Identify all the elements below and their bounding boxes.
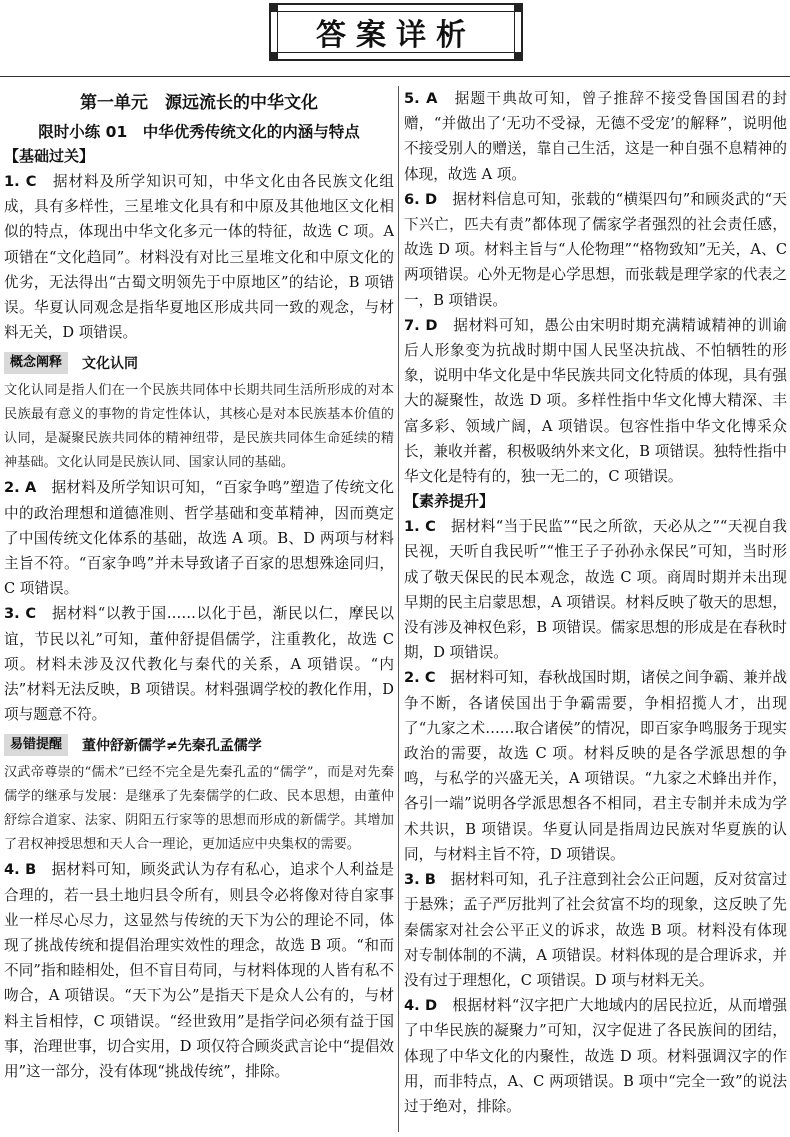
right-column: [404, 86, 787, 1134]
callout-text: 汉武帝尊崇的“儒术”已经不完全是先秦孔孟的“儒学”，而是对先秦儒学的继承与发展：是继承了先秦儒学的仁政、民本思想，由董仲舒综合道家、法家、阴阳五行家等的思想而形成的新儒学。其增加了君权神授思想和天人合一理论，更加适应中央集权的需要。: [4, 765, 394, 853]
answer-explanation: 据材料及所学知识可知，中华文化由各民族文化组成，具有多样性，三星堆文化具有和中原及其他地区文化相似的特点，体现出中华文化多元一体的特征，故选 C 项。A 项错在“文化趋同”。材料没有对比三星堆文化和中原文化的优劣，无法得出“古蜀文明领先于中原地区”的结论，B 项错误。华夏认同观念是指华夏地区形成共同一致的观念，与材料无关，D 项错误。: [4, 173, 394, 342]
banner-corner-ornament: [514, 52, 523, 61]
answer-explanation: 据材料可知，孔子注意到社会公正问题，反对贫富过于悬殊；孟子严厉批判了社会贫富不均的现象，这反映了先秦儒家对社会公平正义的诉求，故选 B 项。材料没有体现对专制体制的不满，A 项错误。材料体现的是合理诉求，并没有过于理想化，C 项错误。D 项与材料无关。: [404, 871, 787, 989]
callout-title: 董仲舒新儒学≠先秦孔孟儒学: [82, 738, 262, 755]
unit-title: 第一单元 源远流长的中华文化: [80, 93, 318, 113]
answer-explanation: 据材料可知，春秋战国时期，诸侯之间争霸、兼并战争不断，各诸侯国出于争霸需要，争相招揽人才，出现了“九家之术……取合诸侯”的情况，即百家争鸣服务于现实政治的需要，故选 C 项。材料反映的是各学派思想的争鸣，与私学的兴盛无关，A 项错误。“九家之术蜂出并作，各引一端”说明各学派思想各不相同，君主专制并未成为学术共识，B 项错误。华夏认同是指周边民族对华夏族的认同，与材料主旨不符，D 项错误。: [404, 669, 787, 863]
banner-corner-ornament: [514, 3, 523, 12]
callout-title: 文化认同: [82, 356, 139, 373]
lesson-title: 限时小练 01 中华优秀传统文化的内涵与特点: [38, 123, 360, 141]
answer-explanation: 据材料可知，愚公由宋明时期充满精诚精神的训谕后人形象变为抗战时期中国人民坚决抗战、不怕牺牲的形象，说明中华文化是中华民族共同文化特质的体现，具有强大的凝聚性，故选 D 项。多样性指中华文化博大精深、丰富多彩、领域广阔，A 项错误。包容性指中华文化博采众长，兼收并蓄，积极吸纳外来文化，B 项错误。独特性指中华文化是特有的，独一无二的，C 项错误。: [404, 316, 787, 486]
answer-explanation: 据材料“当于民监”“民之所欲，天必从之”“天视自我民视，天听自我民听”“惟王子子孙孙永保民”可知，当时形成了敬天保民的民本观念，故选 C 项。商周时期并未出现早期的民主启蒙思想，A 项错误。材料反映了敬天的思想，没有涉及神权色彩，B 项错误。儒家思想的形成是在春秋时期，D 项错误。: [404, 518, 787, 662]
left-column: [4, 86, 394, 1134]
answer-number: 5. A: [404, 90, 438, 107]
answer-number: 3. B: [404, 871, 436, 889]
answer-explanation: 据材料可知，顾炎武认为存有私心，追求个人利益是合理的，若一县土地归县令所有，则县令必将像对待自家事业一样尽心尽力，这显然与传统的天下为公的理论不同，体现了挑战传统和提倡治理实效性的理念，故选 B 项。“和而不同”指和睦相处，但不盲目苟同，与材料体现的人皆有私不吻合，A 项错误。“天下为公”是指天下是众人公有的，与材料主旨相悖，C 项错误。“经世致用”是指学问必须有益于国事，治理世事，切合实用，D 项仅符合顾炎武言论中“提倡效用”这一部分，没有体现“挑战传统”，排除。: [4, 861, 394, 1081]
header-rule: [0, 76, 790, 77]
answer-item: [404, 86, 787, 187]
answer-number: 2. A: [4, 479, 37, 497]
answer-explanation: 据材料信息可知，张载的“横渠四句”和顾炎武的“天下兴亡，匹夫有责”都体现了儒家学者强烈的社会责任感，故选 D 项。材料主旨与“人伦物理”“格物致知”无关，A、C 两项错误。心外无物是心学思想，而张载是理学家的代表之一，B 项错误。: [404, 190, 787, 309]
answer-item: [404, 187, 787, 313]
page-title: 答案详析: [316, 18, 476, 53]
answer-number: 3. C: [4, 605, 37, 623]
answer-explanation: 据题干典故可知，曾子推辞不接受鲁国国君的封赠，“并做出了‘无功不受禄，无德不受宠’的解释”，说明他不接受别人的赠送，靠自己生活，这是一种自强不息精神的体现，故选 A 项。: [404, 90, 787, 183]
answer-explanation: 据材料“以教于国……以化于邑，渐民以仁，摩民以谊，节民以礼”可知，董仲舒提倡儒学，注重教化，故选 C 项。材料未涉及汉代教化与秦代的关系，A 项错误。“内法”材料无法反映，B 项错误。材料强调学校的教化作用，D 项与题意不符。: [4, 605, 394, 724]
column-divider: [398, 86, 399, 1132]
section-heading-basic: 【基础过关】: [4, 147, 95, 165]
callout-header: [4, 351, 394, 375]
section-heading-advanced: 【素养提升】: [404, 492, 495, 511]
banner-frame: [277, 11, 515, 53]
callout-tag: 易错提醒: [4, 734, 68, 756]
answer-item: [4, 475, 394, 601]
answer-item: [4, 169, 394, 345]
answer-item: [4, 857, 394, 1084]
header-banner: [269, 3, 523, 61]
answer-explanation: 据材料及所学知识可知，“百家争鸣”塑造了传统文化中的政治理想和道德准则、哲学基础和变革精神，因而奠定了中国传统文化体系的基础，故选 A 项。B、D 两项与材料主旨不符。“百家争鸣”并未导致诸子百家的思想殊途同归，C 项错误。: [4, 479, 394, 598]
answer-item: [404, 313, 787, 489]
answer-number: 7. D: [404, 316, 438, 334]
answer-item: [4, 601, 394, 727]
answer-item: [404, 665, 787, 867]
answer-number: 6. D: [404, 190, 438, 208]
answer-number: 1. C: [404, 518, 436, 536]
answer-item: [404, 993, 787, 1119]
answer-explanation: 根据材料“汉字把广大地域内的居民拉近，从而增强了中华民族的凝聚力”可知，汉字促进了各民族间的团结，体现了中华文化的内聚性，故选 D 项。材料强调汉字的作用，而非特点，A、C 两项错误。B 项中“完全一致”的说法过于绝对，排除。: [404, 997, 787, 1115]
banner-corner-ornament: [269, 52, 278, 61]
answer-number: 4. D: [404, 997, 438, 1015]
answer-number: 2. C: [404, 669, 436, 687]
answer-item: [404, 867, 787, 993]
callout-text: 文化认同是指人们在一个民族共同体中长期共同生活所形成的对本民族最有意义的事物的肯定性体认，其核心是对本民族基本价值的认同，是凝聚民族共同体的精神纽带，是民族共同体生命延续的精神基础。文化认同是民族认同、国家认同的基础。: [4, 383, 394, 471]
answer-item: [404, 514, 787, 665]
callout-header: [4, 733, 394, 757]
callout-tag: 概念阐释: [4, 352, 68, 374]
answer-number: 4. B: [4, 861, 37, 879]
answer-number: 1. C: [4, 173, 37, 190]
